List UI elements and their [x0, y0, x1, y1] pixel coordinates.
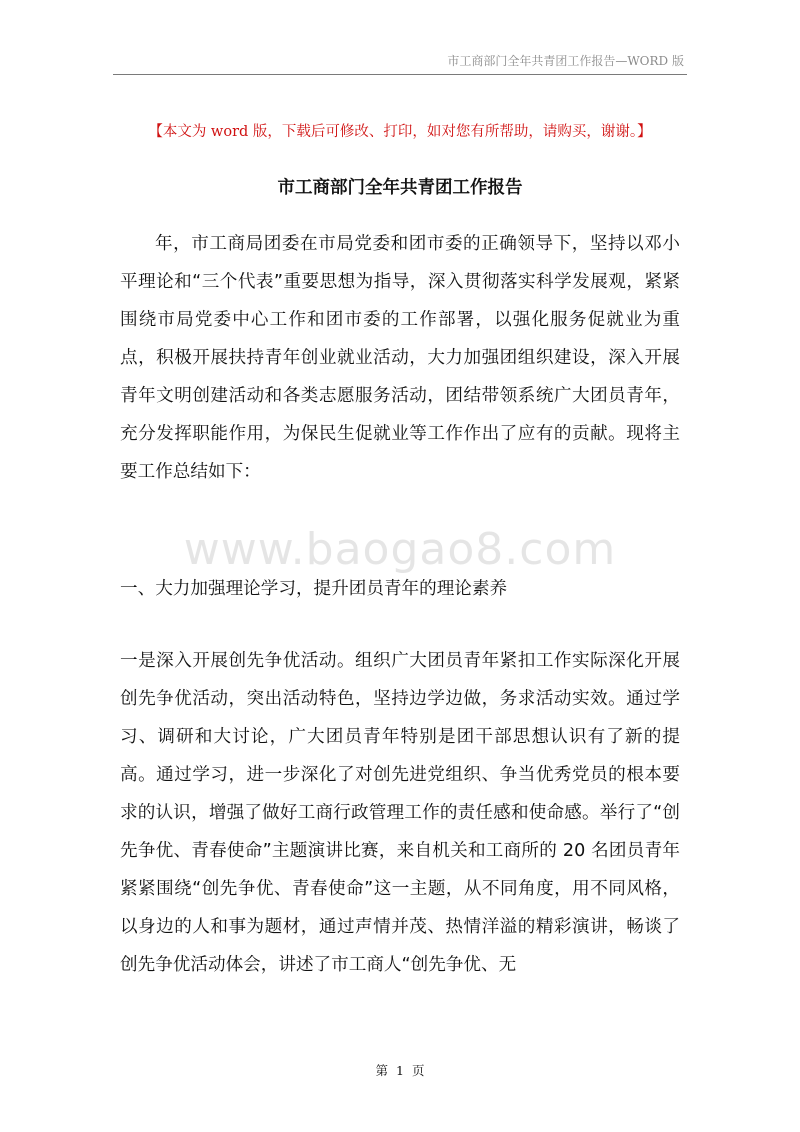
body-paragraph: 一是深入开展创先争优活动。组织广大团员青年紧扣工作实际深化开展创先争优活动，突出活动特色，坚持边学边做，务求活动实效。通过学习、调研和大讨论，广大团员青年特别是团干部思想认识有了新的提高。通过学习，进一步深化了对创先进党组织、争当优秀党员的根本要求的认识，增强了做好工商行政管理工作的责任感和使命感。举行了“创先争优、青春使命”主题演讲比赛，来自机关和工商所的 20 名团员青年紧紧围绕“创先争优、青春使命”这一主题，从不同角度，用不同风格，以身边的人和事为题材，通过声情并茂、热情洋溢的精彩演讲，畅谈了创先争优活动体会，讲述了市工商人“创先争优、无	[120, 651, 680, 975]
page-number-suffix: 页	[411, 1063, 425, 1078]
page-number-prefix: 第	[375, 1063, 389, 1078]
page-number: 1	[396, 1063, 404, 1078]
document-title: 市工商部门全年共青团工作报告	[277, 178, 523, 198]
watermark: www.baogao8.com	[183, 524, 617, 575]
page-footer	[0, 1061, 800, 1079]
download-notice: 【本文为 word 版，下载后可修改、打印，如对您有所帮助，请购买，谢谢。】	[148, 124, 652, 140]
section-heading: 一、大力加强理论学习，提升团员青年的理论素养	[120, 579, 508, 599]
running-header: 市工商部门全年共青团工作报告—WORD 版	[447, 54, 684, 68]
intro-paragraph: 年，市工商局团委在市局党委和团市委的正确领导下，坚持以邓小平理论和“三个代表”重要思想为指导，深入贯彻落实科学发展观，紧紧围绕市局党委中心工作和团市委的工作部署，以强化服务促就业为重点，积极开展扶持青年创业就业活动，大力加强团组织建设，深入开展青年文明创建活动和各类志愿服务活动，团结带领系统广大团员青年，充分发挥职能作用，为保民生促就业等工作作出了应有的贡献。现将主要工作总结如下：	[120, 234, 680, 482]
header-divider	[113, 74, 687, 75]
